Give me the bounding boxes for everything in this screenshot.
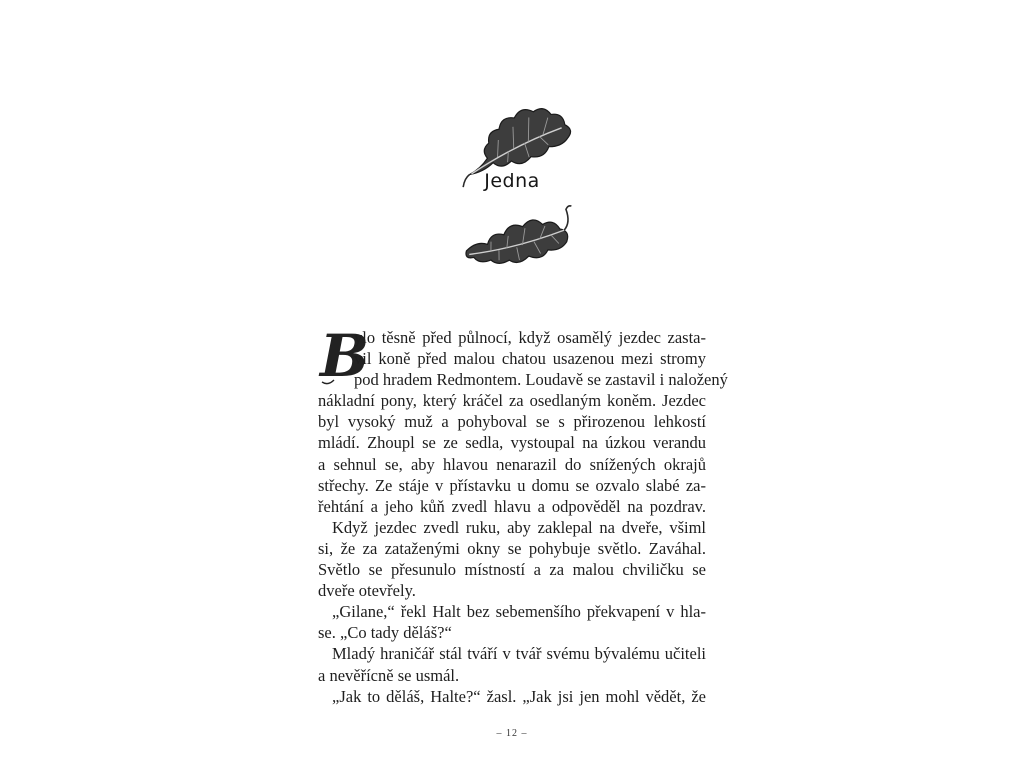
text-line: se. „Co tady děláš?“ [318,623,452,643]
text-line: ylo těsně před půlnocí, když osamělý jezdec zasta- [354,328,706,347]
text-line: řehtání a jeho kůň zvedl hlavu a odpověděl na pozdrav. [318,496,706,516]
text-line: „Gilane,“ řekl Halt bez sebemenšího překvapení v hla- [332,602,706,622]
text-line: pod hradem Redmontem. Loudavě se zastavil i naložený [354,370,728,390]
text-line: střechy. Ze stáje v přístavku u domu se ozvalo slabé za- [318,475,706,495]
chapter-body-text [318,327,728,707]
paragraph [318,517,706,601]
text-line: nákladní pony, který kráčel za osedlaným koněm. Jezdec [318,391,706,411]
paragraph [318,686,706,707]
svg-text:B: B [320,322,370,390]
oak-leaf-icon [452,196,582,272]
text-line: vil koně před malou chatou usazenou mezi stromy [354,349,706,369]
paragraph [318,643,706,685]
paragraph [318,601,706,643]
text-line: mládí. Zhoupl se ze sedla, vystoupal na úzkou verandu [318,433,706,453]
text-line: byl vysoký muž a pohyboval se s přirozenou lehkostí [318,412,706,432]
text-line: „Jak to děláš, Halte?“ žasl. „Jak jsi jen mohl vědět, že [332,686,706,706]
paragraph [318,327,728,517]
text-line: Světlo se přesunulo místností a za malou chviličku se [318,560,706,580]
oak-leaf-icon [452,98,582,174]
text-line: dveře otevřely. [318,581,416,601]
chapter-title: Jedna [484,170,540,192]
text-line: si, že za zataženými okny se pohybuje světlo. Zaváhal. [318,538,706,558]
text-line: Mladý hraničář stál tváří v tvář svému bývalému učiteli [332,644,706,664]
text-line: a sehnul se, aby hlavou nenarazil do snížených okrajů [318,454,706,474]
text-line: a nevěřícně se usmál. [318,665,460,685]
page-number: – 12 – [496,728,528,739]
text-line: Když jezdec zvedl ruku, aby zaklepal na dveře, všiml [332,517,706,537]
